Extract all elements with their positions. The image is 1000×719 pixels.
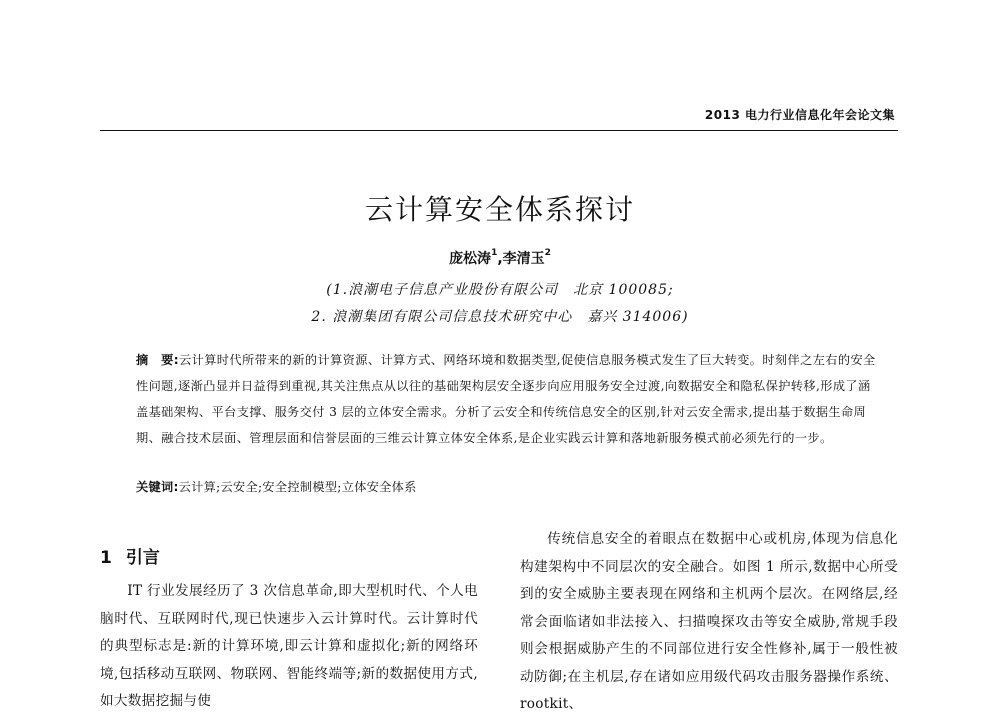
section-number: 1 (100, 548, 112, 568)
author-line (0, 248, 1000, 268)
keywords (136, 478, 876, 495)
affiliation-line: (1.浪潮电子信息产业股份有限公司 北京 100085; (326, 282, 674, 298)
author-separator: , (497, 251, 503, 267)
left-column (100, 578, 478, 716)
abstract-text: 云计算时代所带来的新的计算资源、计算方式、网络环境和数据类型,促使信息服务模式发生了巨大转变。时刻伴之左右的安全性问题,逐渐凸显并日益得到重视,其关注焦点从以往的基础架构层安全逐步向应用服务安全过渡,向数据安全和隐私保护转移,形成了涵盖基础架构、平台支撑、服务交付 3 层的立体安全需求。分析了云安全和传统信息安全的区别,针对云安全需求,提出基于数据生命周期、融合技术层面、管理层面和信誉层面的三维云计算立体安全体系,是企业实践云计算和落地新服务模式前必须先行的一步。 (136, 353, 876, 445)
body-paragraph: 传统信息安全的着眼点在数据中心或机房,体现为信息化构建架构中不同层次的安全融合。如图 1 所示,数据中心所受到的安全威胁主要表现在网络和主机两个层次。在网络层,经常会面临诸如非法接入、扫描嗅探攻击等安全威胁,常规手段则会根据威胁产生的不同部位进行安全性修补,属于一般性被动防御;在主机层,存在诸如应用级代码攻击服务器操作系统、rootkit、 (520, 531, 898, 712)
author-name: 庞松涛 (449, 251, 492, 267)
keywords-text: 云计算;云安全;安全控制模型;立体安全体系 (178, 480, 417, 494)
paper-title: 云计算安全体系探讨 (364, 193, 635, 226)
abstract-label: 摘 要: (136, 353, 180, 367)
affiliation-line: 2. 浪潮集团有限公司信息技术研究中心 嘉兴 314006) (311, 309, 689, 325)
author-name: 李清玉 (502, 251, 545, 267)
running-header-title: 2013 电力行业信息化年会论文集 (704, 108, 895, 122)
body-paragraph: IT 行业发展经历了 3 次信息革命,即大型机时代、个人电脑时代、互联网时代,现已快速步入云计算时代。云计算时代的典型标志是:新的计算环境,即云计算和虚拟化;新的网络环境,包括移动互联网、物联网、智能终端等;新的数据使用方式,如大数据挖掘与使 (100, 583, 478, 709)
author-affiliation-mark: 1 (491, 248, 498, 259)
author-affiliation-mark: 2 (544, 248, 551, 259)
keywords-label: 关键词: (136, 480, 179, 494)
section-heading (100, 543, 160, 568)
header-rule (100, 130, 898, 131)
section-title: 引言 (125, 548, 160, 568)
abstract (136, 347, 876, 451)
right-column (520, 526, 898, 719)
